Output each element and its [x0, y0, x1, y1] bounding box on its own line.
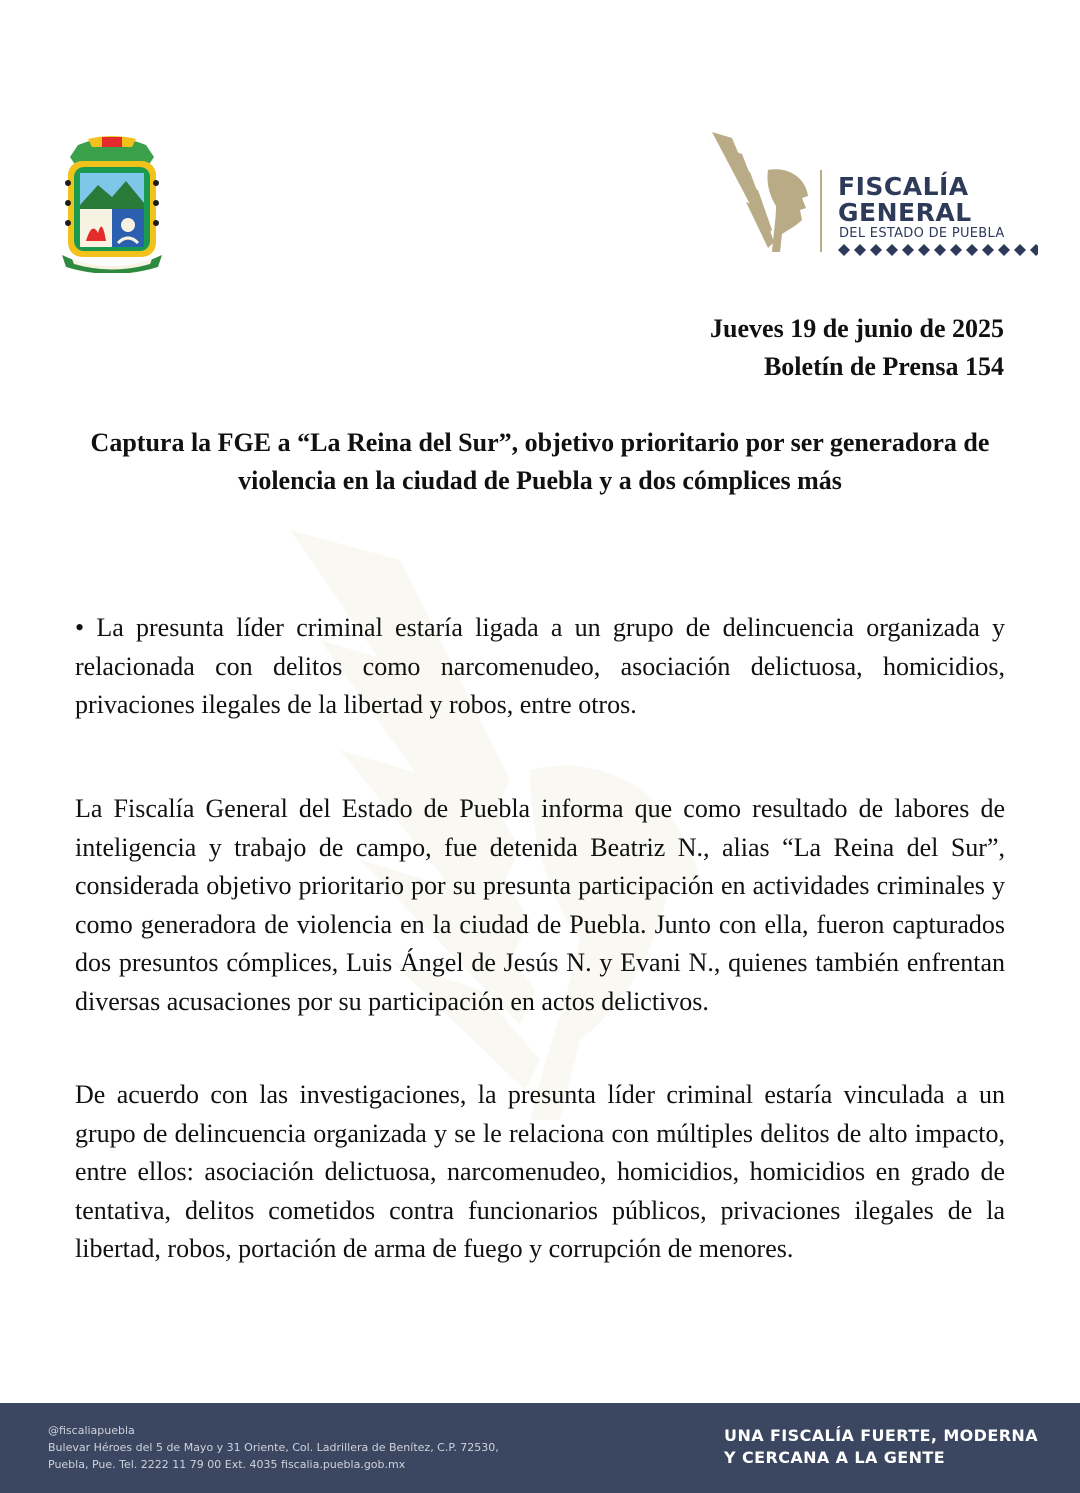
headline: Captura la FGE a “La Reina del Sur”, objetivo prioritario por ser generadora de violencia en la ciudad de Puebla y a dos cómplices más: [90, 428, 990, 495]
puebla-state-coat-of-arms: [58, 133, 166, 273]
footer-address-line1: Bulevar Héroes del 5 de Mayo y 31 Oriente, Col. Ladrillera de Benítez, C.P. 72530,: [48, 1441, 499, 1454]
fiscalia-eagle-profile-icon: [710, 130, 820, 255]
footer-slogan: [724, 1425, 1038, 1469]
logo-ornament-pattern: [838, 244, 1038, 256]
footer-handle: @fiscaliapuebla: [48, 1424, 135, 1437]
logo-text-estado: DEL ESTADO DE PUEBLA: [839, 226, 1005, 241]
footer-slogan-line2: Y CERCANA A LA GENTE: [724, 1448, 946, 1467]
footer-slogan-line1: UNA FISCALÍA FUERTE, MODERNA: [724, 1426, 1038, 1445]
bullet-summary: • La presunta líder criminal estaría ligada a un grupo de delincuencia organizada y relacionada con delitos como narcomenudeo, asociación delictuosa, homicidios, privaciones ilegales de la libertad y robos, entre otros.: [75, 613, 1005, 719]
logo-text-general: GENERAL: [838, 198, 972, 227]
bulletin-date: Jueves 19 de junio de 2025: [710, 314, 1004, 343]
bulletin-meta: [710, 310, 1004, 386]
logo-text-fiscalia: FISCALÍA: [838, 172, 969, 201]
body-paragraph-1: La Fiscalía General del Estado de Puebla informa que como resultado de labores de inteligencia y trabajo de campo, fue detenida Beatriz N., alias “La Reina del Sur”, considerada objetivo prioritario por su presunta participación en actividades criminales y como generadora de violencia en la ciudad de Puebla. Junto con ella, fueron capturados dos presuntos cómplices, Luis Ángel de Jesús N. y Evani N., quienes también enfrentan diversas acusaciones por su participación en actos delictivos.: [75, 794, 1005, 1016]
fiscalia-general-logo: [710, 130, 1045, 260]
footer-bar: [0, 1403, 1080, 1493]
footer-contact: [48, 1422, 499, 1473]
footer-address-line2: Puebla, Pue. Tel. 2222 11 79 00 Ext. 4035 fiscalia.puebla.gob.mx: [48, 1458, 406, 1471]
bulletin-number: Boletín de Prensa 154: [763, 352, 1004, 381]
body-paragraph-2: De acuerdo con las investigaciones, la presunta líder criminal estaría vinculada a un grupo de delincuencia organizada y se le relaciona con múltiples delitos de alto impacto, entre ellos: asociación delictuosa, narcomenudeo, homicidios, homicidios en grado de tentativa, delitos cometidos contra funcionarios públicos, privaciones ilegales de la libertad, robos, portación de arma de fuego y corrupción de menores.: [75, 1080, 1005, 1263]
logo-divider: [820, 170, 822, 252]
